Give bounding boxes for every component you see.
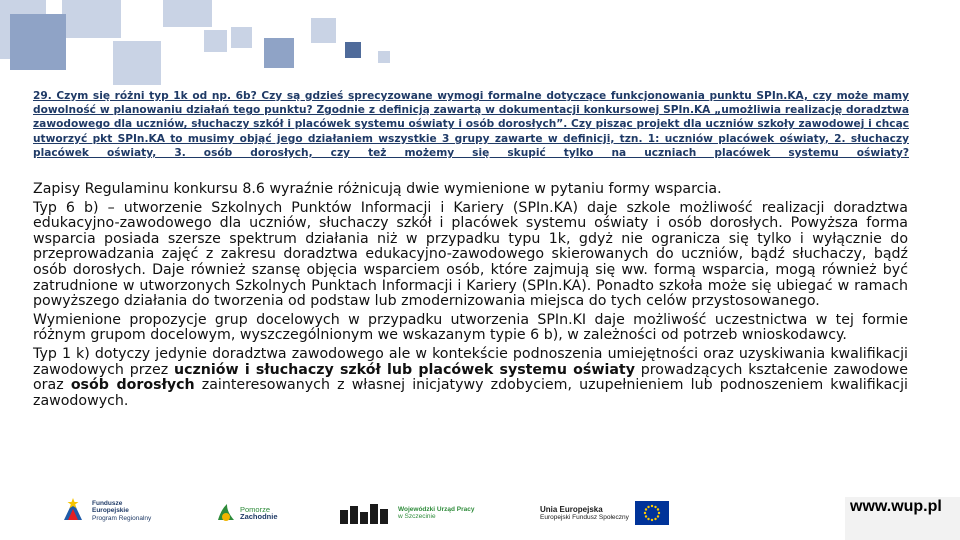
question-text: 29. Czym się różni typ 1k od np. 6b? Czy są gdzieś sprecyzowane wymogi formalne dotyczące funkcjonowania punktu SPIn.KA, czy może mamy dowolność w planowaniu działań tego punktu? Zgodnie z definicją zawartą w dokumentacji konkursowej SPIn.KA „umożliwia realizację doradztwa zawodowego dla uczniów, słuchaczy szkół i placówek systemu oświaty i osób dorosłych”. Czy pisząc projekt dla uczniów szkoły zawodowej i chcąc utworzyć pkt SPIn.KA to musimy objąć jego działaniem wszystkie 3 grupy zawarte w definicji, tzn. 1: uczniów placówek oświaty, 2. słuchaczy placówek oświaty, 3. osób dorosłych, czy też możemy się skupić tylko na uczniach placówek systemu oświaty? (33, 90, 909, 159)
answer-paragraph: Typ 1 k) dotyczy jedynie doradztwa zawodowego ale w kontekście podnoszenia umiejętności oraz uzyskiwania kwalifikacji zawodowych przez uczniów i słuchaczy szkół lub placówek systemu oświaty prowadzących kształcenie zawodowe oraz osób dorosłych zainteresowanych z własnej inicjatywy zdobyciem, uzupełnieniem lub podnoszeniem kwalifikacji zawodowych. (33, 345, 909, 409)
decor-square (345, 42, 361, 58)
logo-pomorze-zachodnie: Pomorze Zachodnie (215, 502, 278, 524)
decor-square (113, 41, 161, 85)
answer-body (33, 182, 908, 412)
decor-square (311, 18, 336, 43)
footer-logos (0, 488, 960, 540)
eu-flag-icon (635, 501, 669, 525)
answer-paragraph: Zapisy Regulaminu konkursu 8.6 wyraźnie różnicują dwie wymienione w pytaniu formy wsparcia. (33, 181, 722, 197)
logo-wojewodzki-urzad-pracy: Wojewódzki Urząd Pracy w Szczecinie (338, 500, 474, 526)
website-url[interactable]: www.wup.pl (850, 498, 942, 515)
decor-square (204, 30, 227, 52)
answer-paragraph: Wymienione propozycje grup docelowych w przypadku utworzenia SPIn.KI daje możliwość uczestnictwa w tej formie różnym grupom docelowym, wyszczególnionym we wskazanym typie 6 b), w zależności od potrzeb wnioskodawcy. (33, 311, 908, 344)
decor-square (378, 51, 390, 63)
answer-paragraph: Typ 6 b) – utworzenie Szkolnych Punktów Informacji i Kariery (SPIn.KA) daje szkole możliwość realizacji doradztwa edukacyjno-zawodowego dla uczniów, słuchaczy szkół i placówek systemu oświaty i osób dorosłych. Powyższa forma wsparcia posiada szersze spektrum działania niż w przypadku typu 1k, gdyż nie ogranicza się tylko i wyłącznie do przeprowadzania zajęć z zakresu doradztwa edukacyjno-zawodowego skierowanych do uczniów, bądź słuchaczy, bądź osób dorosłych. Daje również szansę objęcia wsparciem osób, które zajmują się ww. formą wsparcia, mogą również być zatrudnione w utworzonych Szkolnych Punktach Informacji i Kariery (SPIn.KA). Ponadto szkoła może się ubiegać w ramach powyższego działania do tworzenia od podstaw lub zmodernizowania miejsca do tych celów przystosowanego. (33, 199, 908, 310)
decor-square (10, 14, 66, 70)
pomorze-emblem-icon (215, 502, 237, 524)
decor-square (231, 27, 252, 48)
wup-emblem-icon (338, 500, 394, 526)
decor-square (62, 0, 121, 38)
website-box (845, 497, 960, 540)
decor-square (264, 38, 294, 68)
fundusze-star-icon (58, 496, 88, 526)
logo-fundusze-europejskie: Fundusze Europejskie Program Regionalny (58, 496, 151, 526)
decor-square (163, 0, 212, 27)
logo-unia-europejska: Unia Europejska Europejski Fundusz Społeczny (540, 501, 669, 525)
